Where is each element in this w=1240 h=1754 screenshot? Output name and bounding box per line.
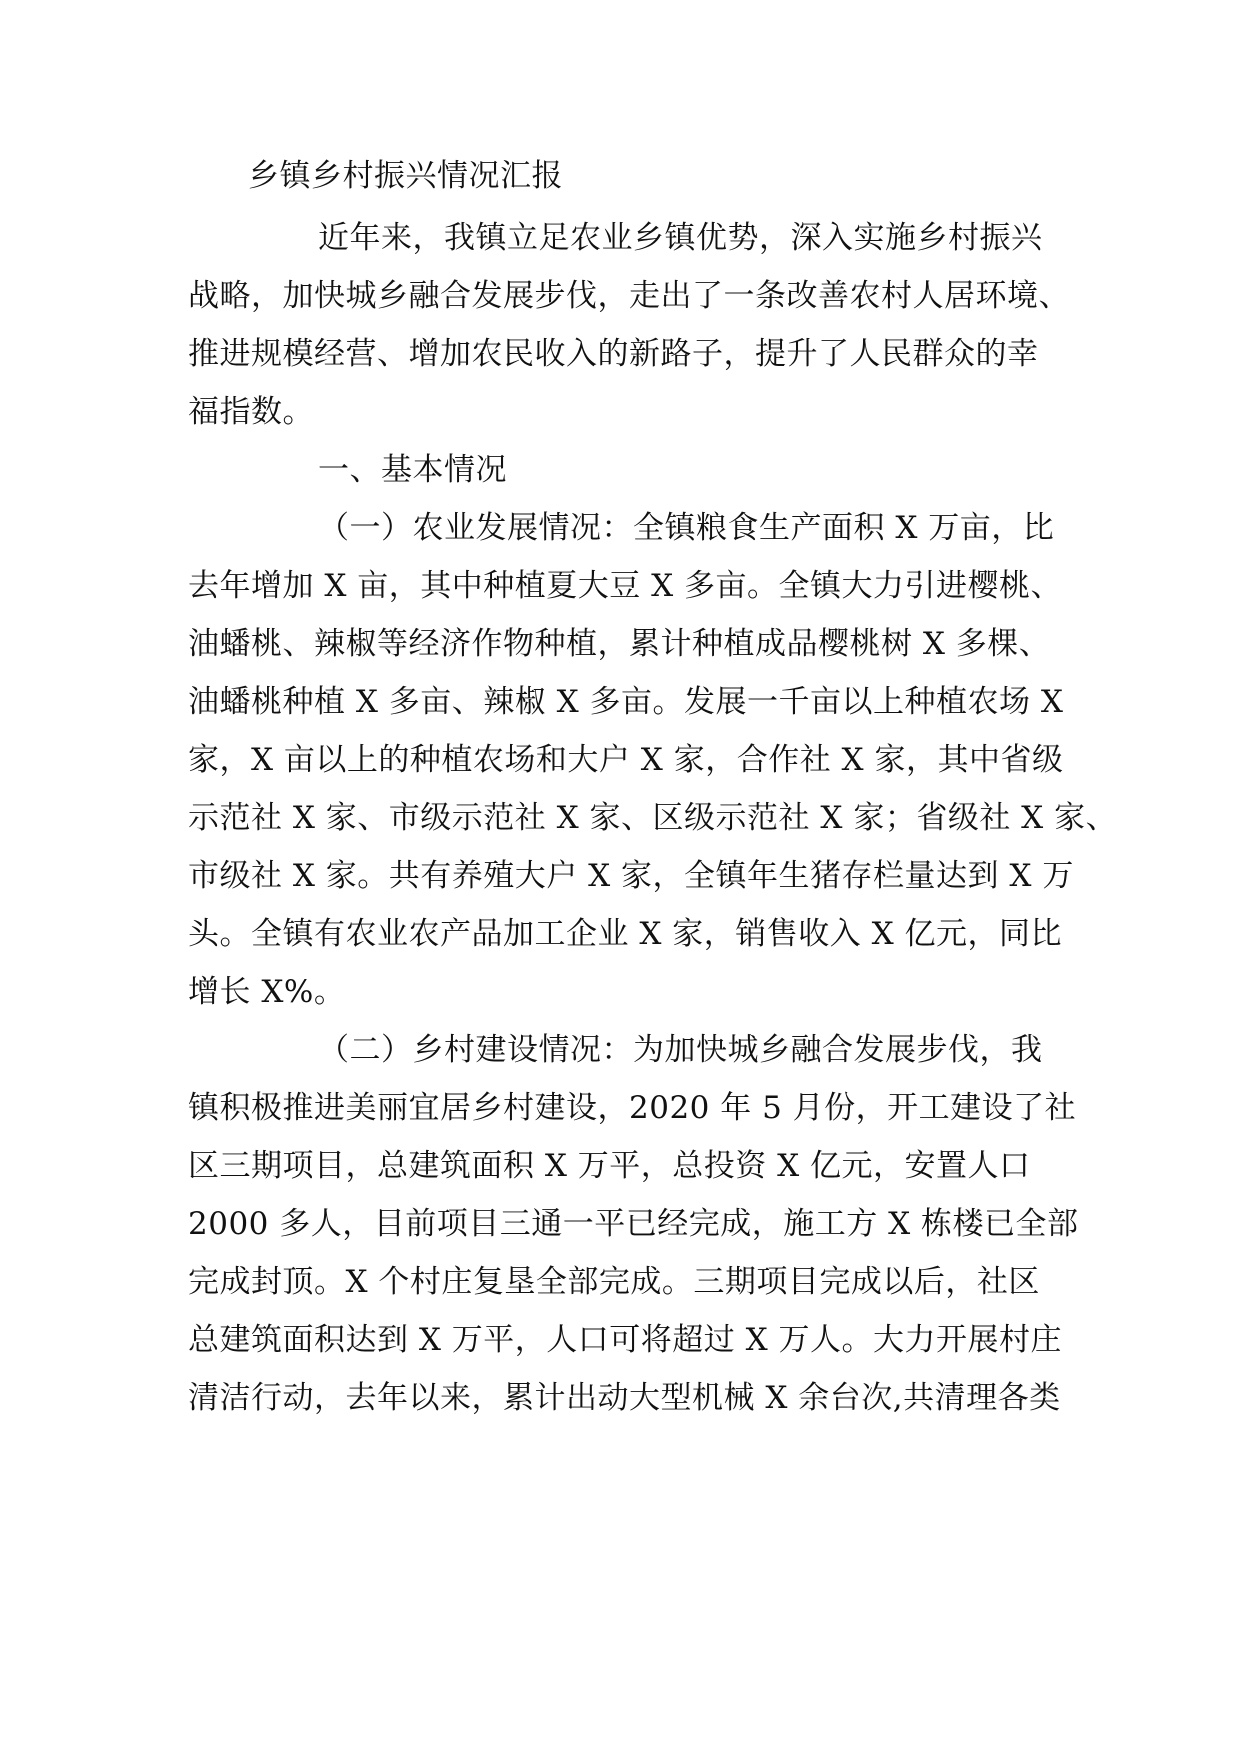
document-title: 乡镇乡村振兴情况汇报 bbox=[248, 158, 563, 194]
paragraph-line: 市级社 X 家。共有养殖大户 X 家，全镇年生猪存栏量达到 X 万 bbox=[188, 858, 1074, 894]
paragraph-line: 福指数。 bbox=[188, 394, 314, 430]
paragraph-line: 近年来，我镇立足农业乡镇优势，深入实施乡村振兴 bbox=[318, 220, 1043, 256]
paragraph-line: 清洁行动，去年以来，累计出动大型机械 X 余台次,共清理各类 bbox=[188, 1380, 1061, 1416]
paragraph-line: 油蟠桃种植 X 多亩、辣椒 X 多亩。发展一千亩以上种植农场 X bbox=[188, 684, 1064, 720]
paragraph-line: 推进规模经营、增加农民收入的新路子，提升了人民群众的幸 bbox=[188, 336, 1039, 372]
paragraph-line: 总建筑面积达到 X 万平，人口可将超过 X 万人。大力开展村庄 bbox=[188, 1322, 1063, 1358]
paragraph-line: 示范社 X 家、市级示范社 X 家、区级示范社 X 家；省级社 X 家、 bbox=[188, 800, 1118, 836]
paragraph-line: 去年增加 X 亩，其中种植夏大豆 X 多亩。全镇大力引进樱桃、 bbox=[188, 568, 1063, 604]
paragraph-line: 区三期项目，总建筑面积 X 万平，总投资 X 亿元，安置人口 bbox=[188, 1148, 1031, 1184]
paragraph-line: 油蟠桃、辣椒等经济作物种植，累计种植成品樱桃树 X 多棵、 bbox=[188, 626, 1051, 662]
paragraph-line: 家，X 亩以上的种植农场和大户 X 家，合作社 X 家，其中省级 bbox=[188, 742, 1064, 778]
paragraph-line: 增长 X%。 bbox=[188, 974, 346, 1010]
paragraph-line: 完成封顶。X 个村庄复垦全部完成。三期项目完成以后，社区 bbox=[188, 1264, 1040, 1300]
paragraph-line: 战略，加快城乡融合发展步伐，走出了一条改善农村人居环境、 bbox=[188, 278, 1070, 314]
paragraph-line: （一）农业发展情况：全镇粮食生产面积 X 万亩，比 bbox=[318, 510, 1055, 546]
paragraph-line: 镇积极推进美丽宜居乡村建设，2020 年 5 月份，开工建设了社 bbox=[188, 1090, 1077, 1126]
paragraph-line: 头。全镇有农业农产品加工企业 X 家，销售收入 X 亿元，同比 bbox=[188, 916, 1063, 952]
section-heading: 一、基本情况 bbox=[318, 452, 507, 488]
paragraph-line: （二）乡村建设情况：为加快城乡融合发展步伐，我 bbox=[318, 1032, 1043, 1068]
paragraph-line: 2000 多人，目前项目三通一平已经完成，施工方 X 栋楼已全部 bbox=[188, 1206, 1079, 1242]
